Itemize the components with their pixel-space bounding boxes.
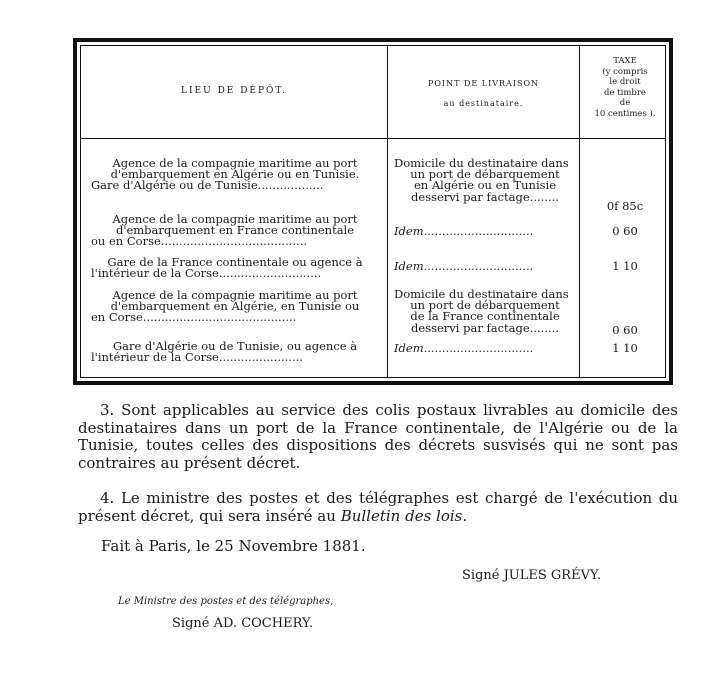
cell-line: l'intérieur de la Corse............................ xyxy=(91,266,322,281)
bulletin-des-lois: Bulletin des lois xyxy=(340,506,463,525)
article-4 xyxy=(78,490,678,525)
header-divider xyxy=(81,138,665,139)
table-row-3-taxe: 1 10 xyxy=(612,259,638,273)
table-row-1-taxe: 0f 85c xyxy=(606,199,644,213)
table-row-4-lieu xyxy=(91,290,379,324)
cell-line: en Corse.......................................... xyxy=(91,310,297,325)
header-lieu: LIEU DE DÉPÔT. xyxy=(181,86,287,96)
cell-line: Gare de la France continentale ou agence à xyxy=(107,255,363,269)
cell-line: desservi par factage........ xyxy=(411,320,559,335)
header-taxe-line: TAXE xyxy=(613,56,637,66)
table-row-3-point xyxy=(394,261,576,272)
article-4-text-part: . xyxy=(462,506,468,525)
header-point xyxy=(388,74,579,114)
cell-line: Domicile du destinataire dans xyxy=(394,156,569,170)
cell-line: d'embarquement en France continentale xyxy=(115,223,355,238)
article-4-text-part: 4. Le ministre des postes et des télégraphes est chargé de l'exécution du présent décret, qui sera inséré au xyxy=(78,489,678,525)
table-row-5-lieu xyxy=(91,341,379,363)
article-3-text: 3. Sont applicables au service des colis postaux livrables au domicile des destinataires dans un port de la France continentale, de l'Algérie ou de la Tunisie, toutes celles des dispositions des décrets susvisés qui ne sont pas contraires au présent décret. xyxy=(78,401,678,472)
table-row-3-lieu xyxy=(91,257,379,279)
table-inner-border xyxy=(80,45,666,378)
table-row-2-taxe: 0 60 xyxy=(612,224,638,238)
cell-line: un port de débarquement xyxy=(410,167,560,182)
table-row-1-point xyxy=(394,158,576,203)
cell-line: ou en Corse........................................ xyxy=(91,234,308,249)
table-row-2-point xyxy=(394,226,576,237)
fait-a-paris: Fait à Paris, le 25 Novembre 1881. xyxy=(101,537,366,555)
table-row-4-point xyxy=(394,289,576,334)
cell-line: Agence de la compagnie maritime au port xyxy=(112,156,358,170)
cell-line: Agence de la compagnie maritime au port xyxy=(112,212,358,226)
header-taxe xyxy=(580,56,670,119)
article-4-text xyxy=(78,490,678,525)
header-point-line1: POINT DE LIVRAISON xyxy=(427,79,540,88)
cell-line: un port de débarquement xyxy=(410,298,560,313)
header-taxe-line: le droit xyxy=(609,77,641,87)
cell-line: Idem.............................. xyxy=(394,341,534,355)
cell-line: l'intérieur de la Corse....................... xyxy=(91,350,303,365)
cell-line: en Algérie ou en Tunisie xyxy=(413,178,557,193)
signature-grevy: Signé JULES GRÉVY. xyxy=(462,568,602,583)
cell-line: Gare d'Algérie ou de Tunisie, ou agence à xyxy=(112,339,358,353)
signature-cochery: Signé AD. COCHERY. xyxy=(172,616,314,631)
table-row-5-point xyxy=(394,343,576,354)
cell-line: de la France continentale xyxy=(410,309,560,324)
cell-line: Agence de la compagnie maritime au port xyxy=(112,288,358,302)
table-row-1-lieu xyxy=(91,158,379,192)
cell-line: Idem.............................. xyxy=(394,224,534,238)
cell-line: d'embarquement en Algérie, en Tunisie ou xyxy=(110,299,360,314)
table-row-4-taxe: 0 60 xyxy=(612,323,638,337)
minister-title: Le Ministre des postes et des télégraphes, xyxy=(118,596,334,607)
cell-line: Idem.............................. xyxy=(394,259,534,273)
header-taxe-line: de xyxy=(619,98,631,108)
tariff-table xyxy=(73,38,673,385)
header-point-line2: au destinataire. xyxy=(443,99,524,108)
cell-line: d'embarquement en Algérie ou en Tunisie. xyxy=(110,167,360,182)
header-taxe-line: (y compris xyxy=(602,66,648,77)
header-taxe-line: de timbre xyxy=(604,87,646,98)
header-taxe-line: 10 centimes ). xyxy=(594,108,656,119)
cell-line: desservi par factage........ xyxy=(411,189,559,204)
article-3 xyxy=(78,402,678,472)
table-row-2-lieu xyxy=(91,214,379,248)
table-row-5-taxe: 1 10 xyxy=(612,341,638,355)
cell-line: Gare d'Algérie ou de Tunisie.................. xyxy=(91,178,324,193)
cell-line: Domicile du destinataire dans xyxy=(394,287,569,301)
